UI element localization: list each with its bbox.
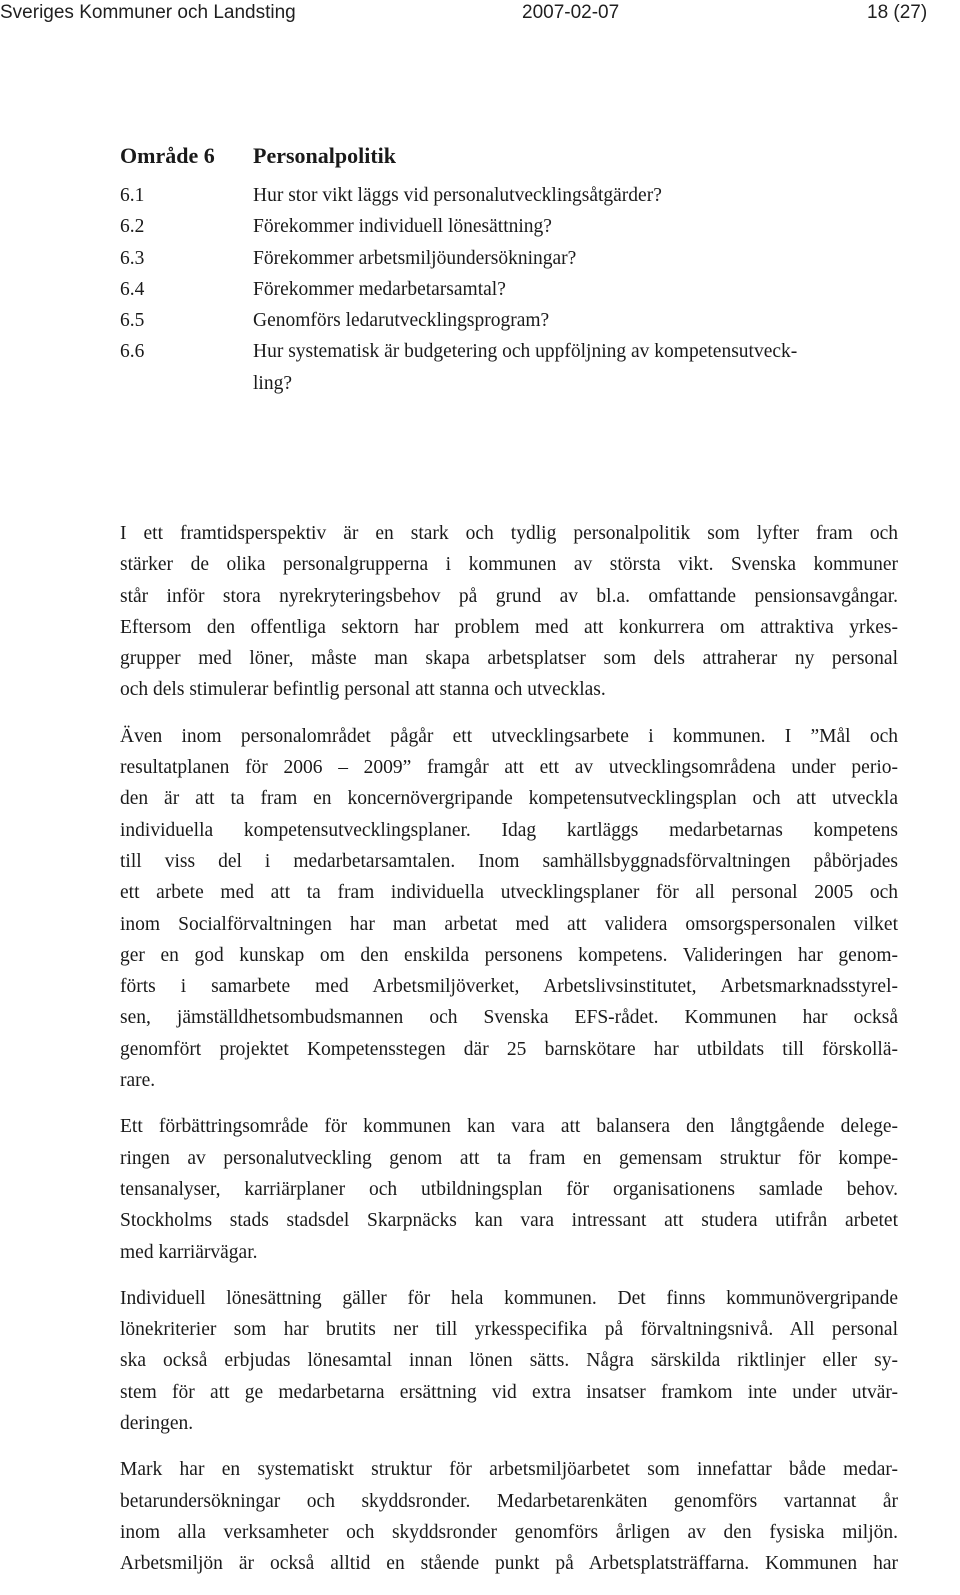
question-number: 6.5 <box>120 310 145 332</box>
section-heading <box>120 142 396 170</box>
paragraph-line: resultatplanen för 2006 – 2009” framgår att ett av utvecklingsområdena under perio- <box>120 757 898 779</box>
question-number: 6.1 <box>120 185 145 206</box>
question-line: Hur systematisk är budgetering och uppföljning av kompetensutveck- <box>253 341 798 363</box>
question-list <box>120 180 900 399</box>
question-item <box>120 243 900 274</box>
question-item <box>120 274 900 305</box>
paragraph-line: ska också erbjudas lönesamtal innan lönen sätts. Några särskilda riktlinjer eller sy- <box>120 1350 898 1372</box>
question-item <box>120 180 900 211</box>
paragraph-line: Arbetsmiljön är också alltid en stående punkt på Arbetsplatsträffarna. Kommunen har <box>120 1553 898 1575</box>
question-line: Förekommer arbetsmiljöundersökningar? <box>253 247 577 269</box>
paragraph <box>120 721 898 1097</box>
section-title: Personalpolitik <box>253 143 397 168</box>
question-line: Hur stor vikt läggs vid personalutvecklingsåtgärder? <box>253 185 662 206</box>
paragraph-line: ger en god kunskap om den enskilda personens kompetens. Valideringen har genom- <box>120 944 898 966</box>
paragraph <box>120 1454 898 1579</box>
question-number: 6.4 <box>120 278 145 300</box>
question-text <box>253 243 900 274</box>
paragraph-line: inom alla verksamheter och skyddsronder genomförs årligen av den fysiska miljön. <box>120 1521 898 1543</box>
paragraph-line: med karriärvägar. <box>120 1241 258 1263</box>
question-text <box>253 274 900 305</box>
paragraph-line: den är att ta fram en koncernövergripande kompetensutvecklingsplan och att utveckla <box>120 788 898 810</box>
paragraph-line: deringen. <box>120 1413 194 1435</box>
paragraph-line: Stockholms stads stadsdel Skarpnäcks kan vara intressant att studera utifrån arbetet <box>120 1210 898 1232</box>
page-header <box>0 0 960 26</box>
paragraph-line: Mark har en systematiskt struktur för arbetsmiljöarbetet som innefattar både medar- <box>120 1459 898 1481</box>
paragraph-line: ett arbete med att ta fram individuella utvecklingsplaner för all personal 2005 och <box>120 882 898 904</box>
question-line: ling? <box>253 372 292 394</box>
paragraph-line: står inför stora nyrekryteringsbehov på grund av bl.a. omfattande pensionsavgångar. <box>120 585 898 607</box>
paragraph-line: betarundersökningar och skyddsronder. Medarbetarenkäten genomförs vartannat år <box>120 1490 898 1512</box>
paragraph-line: tensanalyser, karriärplaner och utbildningsplan för organisationens samlade behov. <box>120 1178 898 1200</box>
question-item <box>120 305 900 336</box>
question-text <box>253 305 900 336</box>
paragraph-line: Ett förbättringsområde för kommunen kan vara att balansera den långtgående delege- <box>120 1116 898 1138</box>
paragraph-line: till viss del i medarbetarsamtalen. Inom samhällsbyggnadsförvaltningen påbörjades <box>120 850 898 872</box>
paragraph-line: ringen av personalutveckling genom att ta fram en gemensam struktur för kompe- <box>120 1147 898 1169</box>
paragraph <box>120 1111 898 1267</box>
paragraph-line: sen, jämställdhetsombudsmannen och Svenska EFS-rådet. Kommunen har också <box>120 1007 898 1029</box>
paragraph-line: stem för att ge medarbetarna ersättning vid extra insatser framkom inte under utvär- <box>120 1381 898 1403</box>
question-number: 6.3 <box>120 247 145 269</box>
paragraph-line: Eftersom den offentliga sektorn har problem med att konkurrera om attraktiva yrkes- <box>120 616 898 638</box>
question-text <box>253 180 900 211</box>
header-page-number: 18 (27) <box>867 2 928 23</box>
question-line: Förekommer individuell lönesättning? <box>253 216 552 238</box>
header-date: 2007-02-07 <box>522 2 620 23</box>
paragraph <box>120 1283 898 1439</box>
body-text <box>120 518 898 1595</box>
question-number: 6.2 <box>120 216 145 238</box>
paragraph-line: genomfört projektet Kompetensstegen där 25 barnskötare har utbildats till förskollä- <box>120 1038 898 1060</box>
paragraph-line: lönekriterier som har brutits ner till yrkesspecifika på förvaltningsnivå. All personal <box>120 1319 898 1341</box>
header-organization: Sveriges Kommuner och Landsting <box>0 2 296 23</box>
paragraph-line: Även inom personalområdet pågår ett utvecklingsarbete i kommunen. I ”Mål och <box>120 725 898 747</box>
paragraph-line: Individuell lönesättning gäller för hela kommunen. Det finns kommunövergripande <box>120 1287 898 1309</box>
paragraph <box>120 518 898 706</box>
question-number: 6.6 <box>120 341 145 363</box>
paragraph-line: inom Socialförvaltningen har man arbetat med att validera omsorgspersonalen vilket <box>120 913 898 935</box>
paragraph-line: I ett framtidsperspektiv är en stark och tydlig personalpolitik som lyfter fram och <box>120 523 898 544</box>
paragraph-line: individuella kompetensutvecklingsplaner. Idag kartläggs medarbetarnas kompetens <box>120 819 898 841</box>
question-line: Genomförs ledarutvecklingsprogram? <box>253 310 550 332</box>
section-number: Område 6 <box>120 143 215 168</box>
question-text <box>253 336 900 399</box>
paragraph-line: grupper med löner, måste man skapa arbetsplatser som dels attraherar ny personal <box>120 648 898 670</box>
question-item <box>120 211 900 242</box>
paragraph-line: och dels stimulerar befintlig personal att stanna och utvecklas. <box>120 679 606 701</box>
paragraph-line: stärker de olika personalgrupperna i kommunen av största vikt. Svenska kommuner <box>120 554 898 576</box>
paragraph-line: förts i samarbete med Arbetsmiljöverket, Arbetslivsinstitutet, Arbetsmarknadsstyrel- <box>120 976 898 998</box>
question-text <box>253 211 900 242</box>
question-line: Förekommer medarbetarsamtal? <box>253 278 506 300</box>
paragraph-line: rare. <box>120 1070 156 1092</box>
question-item <box>120 336 900 399</box>
